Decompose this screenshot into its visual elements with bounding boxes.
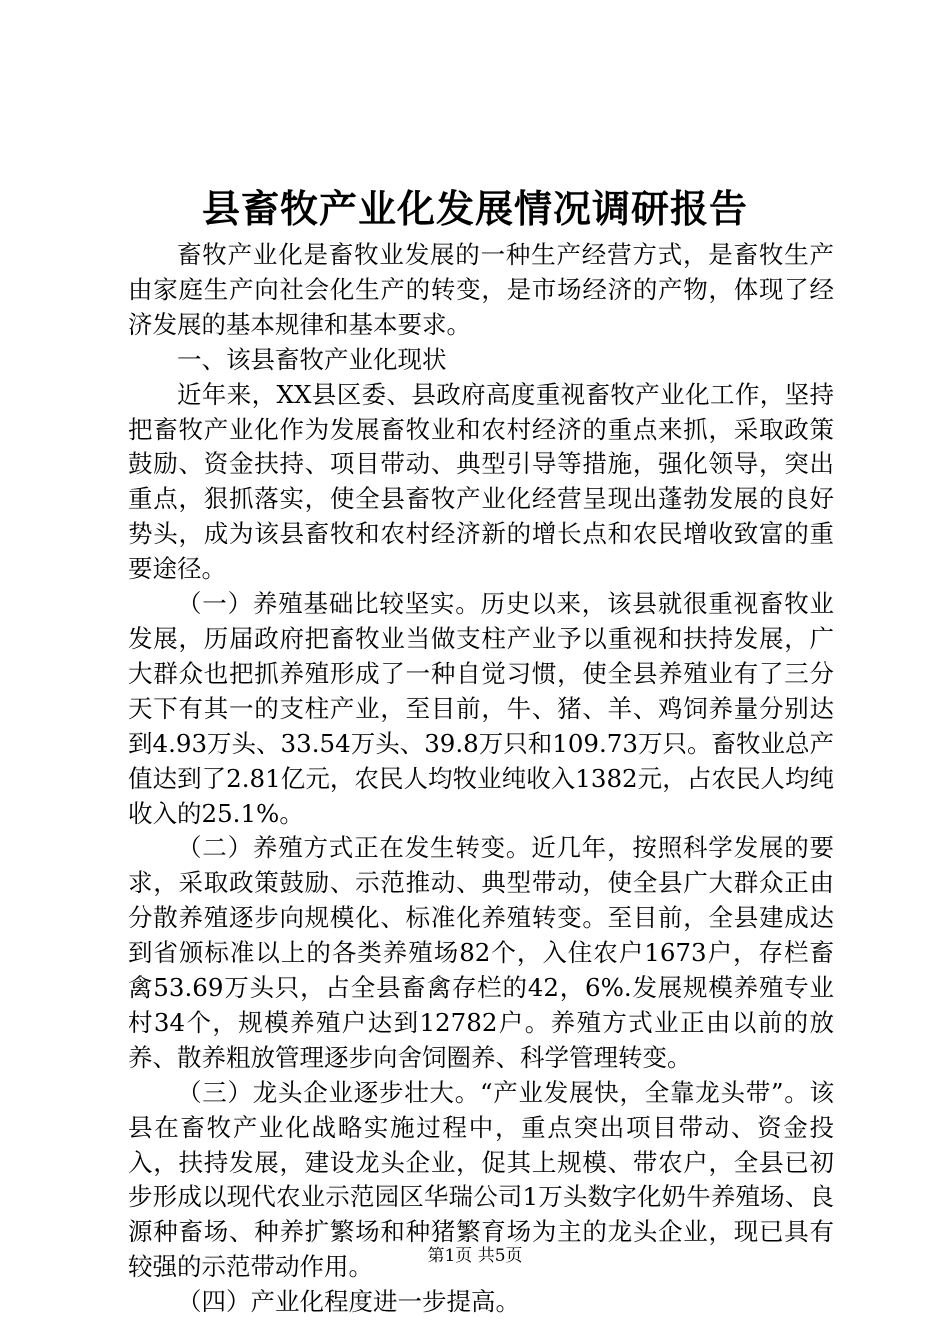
subsection-1-paragraph: （一）养殖基础比较坚实。历史以来，该县就很重视畜牧业发展，历届政府把畜牧业当做支柱产业予以重视和扶持发展，广大群众也把抓养殖形成了一种自觉习惯，使全县养殖业有了三分天下有其一的支柱产业，至目前，牛、猪、羊、鸡饲养量分别达到4.93万头、33.54万头、39.8万只和109.73万只。畜牧业总产值达到了2.81亿元，农民人均牧业纯收入1382元，占农民人均纯收入的25.1%。 [128, 589, 834, 828]
subsection-4-paragraph: （四）产业化程度进一步提高。 [177, 1287, 520, 1317]
intro-paragraph: 畜牧产业化是畜牧业发展的一种生产经营方式，是畜牧生产由家庭生产向社会化生产的转变，是市场经济的产物，体现了经济发展的基本规律和基本要求。 [128, 240, 834, 339]
document-body [128, 238, 834, 1320]
document-title: 县畜牧产业化发展情况调研报告 [201, 187, 748, 231]
subsection-2-paragraph: （二）养殖方式正在发生转变。近几年，按照科学发展的要求，采取政策鼓励、示范推动、典型带动，使全县广大群众正由分散养殖逐步向规模化、标准化养殖转变。至目前，全县建成达到省颁标准以上的各类养殖场82个，入住农户1673户，存栏畜禽53.69万头只，占全县畜禽存栏的42，6%.发展规模养殖专业村34个，规模养殖户达到12782户。养殖方式业正由以前的放养、散养粗放管理逐步向舍饲圈养、科学管理转变。 [128, 833, 834, 1072]
subsection-3-paragraph: （三）龙头企业逐步壮大。“产业发展快，全靠龙头带”。该县在畜牧产业化战略实施过程中，重点突出项目带动、资金投入，扶持发展，建设龙头企业，促其上规模、带农户，全县已初步形成以现代农业示范园区华瑞公司1万头数字化奶牛养殖场、良源种畜场、种养扩繁场和种猪繁育场为主的龙头企业，现已具有较强的示范带动作用。 [128, 1077, 834, 1282]
page-footer: 第1页 共5页 [427, 1246, 523, 1266]
overview-paragraph: 近年来，XX县区委、县政府高度重视畜牧产业化工作，坚持把畜牧产业化作为发展畜牧业和农村经济的重点来抓，采取政策鼓励、资金扶持、项目带动、典型引导等措施，强化领导，突出重点，狠抓落实，使全县畜牧产业化经营呈现出蓬勃发展的良好势头，成为该县畜牧和农村经济新的增长点和农民增收致富的重要途径。 [128, 379, 834, 584]
section-heading: 一、该县畜牧产业化现状 [177, 344, 447, 374]
